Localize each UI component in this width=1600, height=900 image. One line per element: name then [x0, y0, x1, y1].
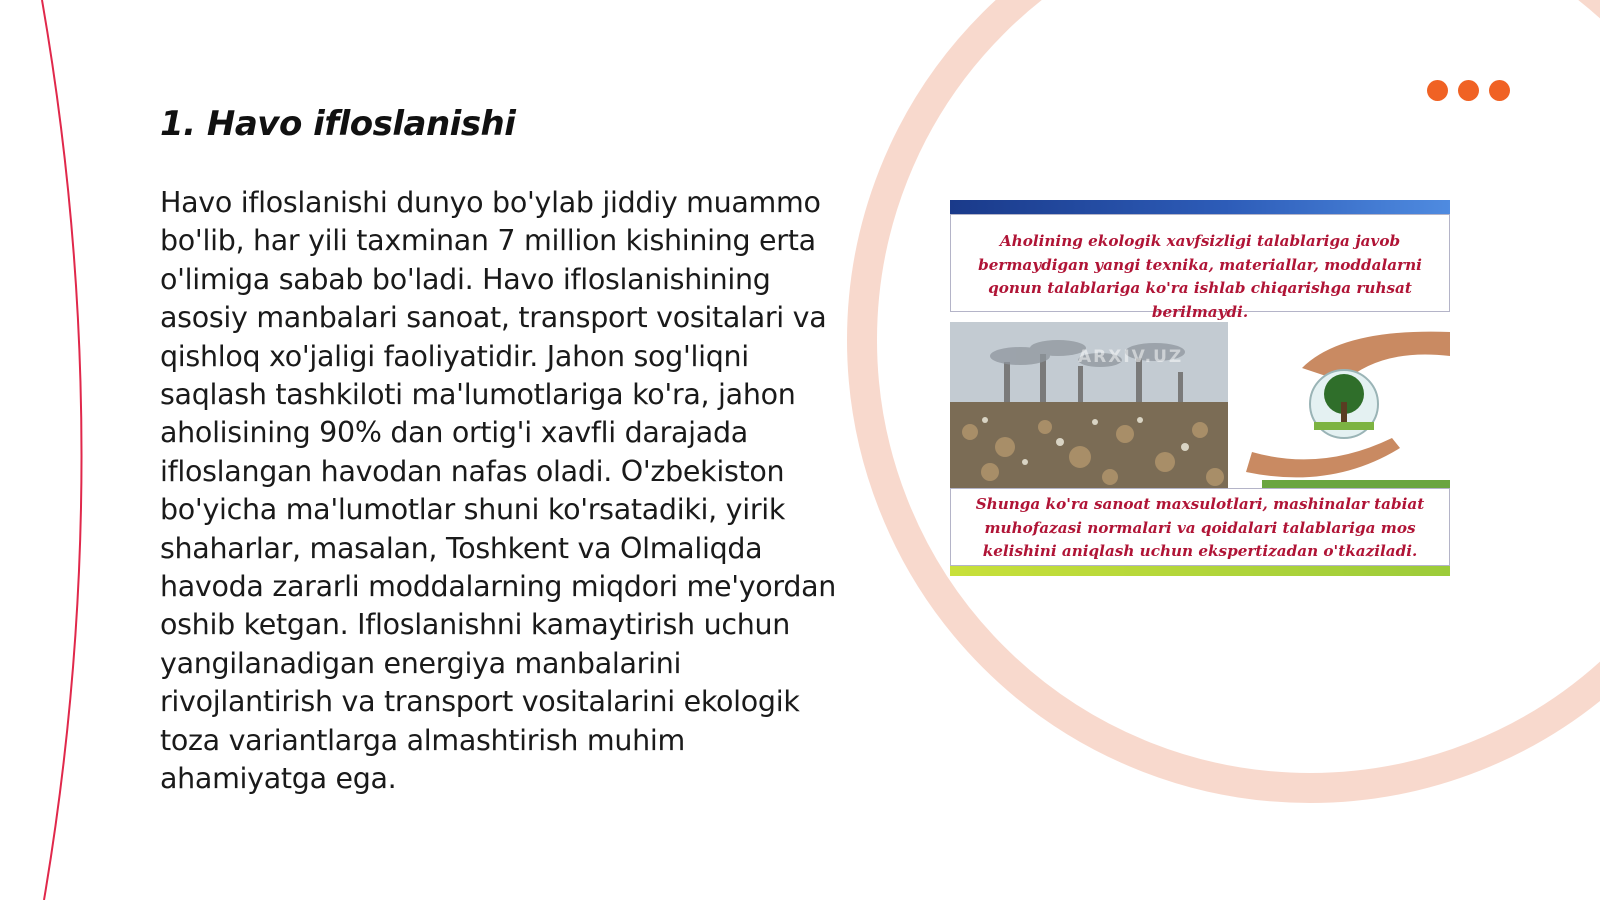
left-red-curve [42, 0, 82, 900]
dot-2 [1458, 80, 1479, 101]
poster-top-bar [950, 200, 1450, 214]
poster-bottom-bar [950, 566, 1450, 576]
body-paragraph: Havo ifloslanishi dunyo bo'ylab jiddiy muammo bo'lib, har yili taxminan 7 million kishining erta o'limiga sabab bo'ladi. Havo ifloslanishining asosiy manbalari sanoat, transport vositalari va qishloq xo'jaligi faoliyatidir. Jahon sog'liqni saqlash tashkiloti ma'lumotlariga ko'ra, jahon aholisining 90% dan ortig'i xavfli darajada ifloslangan havodan nafas oladi. O'zbekiston bo'yicha ma'lumotlar shuni ko'rsatadiki, yirik shaharlar, masalan, Toshkent va Olmaliqda havoda zararli moddalarning miqdori me'yordan oshib ketgan. Ifloslanishni kamaytirish uchun yangilanadigan energiya manbalarini rivojlantirish va transport vositalarini ekologik toza variantlarga almashtirish muhim ahamiyatga ega. [160, 186, 837, 796]
ecology-poster-image [950, 200, 1450, 576]
smokestacks-landfill-photo [950, 322, 1228, 488]
more-dots-icon[interactable] [1427, 80, 1510, 101]
poster-caption-bottom: Shunga ko'ra sanoat maxsulotlari, mashinalar tabiat muhofazasi normalari va qoidalari talablariga mos kelishini aniqlash uchun ekspertizadan o'tkaziladi. [950, 488, 1450, 566]
dot-3 [1489, 80, 1510, 101]
hands-holding-globe-tree-photo [1232, 322, 1450, 488]
dot-1 [1427, 80, 1448, 101]
poster-caption-top: Aholining ekologik xavfsizligi talablariga javob bermaydigan yangi texnika, materiallar, moddalarni qonun talablariga ko'ra ishlab chiqarishga ruhsat berilmaydi. [950, 214, 1450, 312]
poster-photos [950, 312, 1450, 488]
slide-title: 1. Havo ifloslanishi [160, 104, 516, 144]
image-watermark: ARXIV.UZ [1078, 347, 1184, 367]
